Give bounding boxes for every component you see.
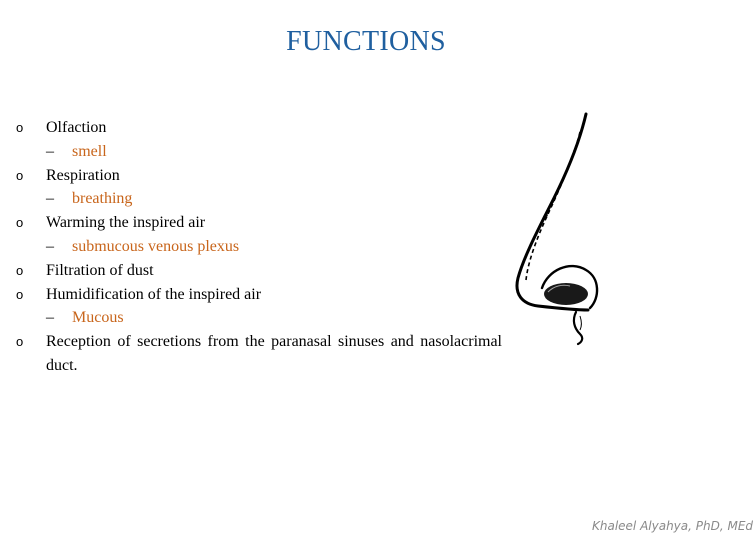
page-title: FUNCTIONS bbox=[286, 26, 446, 57]
sub-item-text: Mucous bbox=[72, 309, 124, 327]
sub-list-item bbox=[16, 140, 502, 164]
sub-item-text: submucous venous plexus bbox=[72, 237, 240, 255]
list-item-text: Respiration bbox=[46, 166, 120, 184]
list-item bbox=[16, 116, 502, 140]
bullet-icon: o bbox=[16, 334, 24, 350]
sub-list-item bbox=[16, 187, 502, 211]
list-item bbox=[16, 330, 502, 378]
list-item-text: Filtration of dust bbox=[46, 261, 154, 279]
bullet-icon: o bbox=[16, 120, 24, 135]
sub-item-text: smell bbox=[72, 142, 107, 160]
list-item bbox=[16, 259, 502, 283]
sub-list-item bbox=[16, 306, 502, 330]
list-item-text: Reception of secretions from the paranasal sinuses and nasolacrimal duct. bbox=[46, 333, 502, 374]
dash-icon: – bbox=[46, 190, 54, 208]
list-item-text: Olfaction bbox=[46, 119, 107, 136]
list-item bbox=[16, 164, 502, 188]
bullet-icon: o bbox=[16, 167, 24, 183]
dash-icon: – bbox=[46, 309, 54, 327]
footer-credit: Khaleel Alyahya, PhD, MEd bbox=[592, 519, 753, 533]
dash-icon: – bbox=[46, 237, 54, 255]
bullet-icon: o bbox=[16, 286, 24, 302]
list-item-text: Warming the inspired air bbox=[46, 214, 206, 232]
dash-icon: – bbox=[46, 142, 54, 160]
bullet-icon: o bbox=[16, 215, 24, 231]
bullet-list bbox=[16, 116, 502, 378]
bullet-icon: o bbox=[16, 262, 24, 278]
sub-item-text: breathing bbox=[72, 190, 133, 208]
sub-list-item bbox=[16, 235, 502, 259]
list-item bbox=[16, 283, 502, 307]
list-item-text: Humidification of the inspired air bbox=[46, 285, 262, 303]
nose-profile-drawing bbox=[508, 110, 608, 350]
list-item bbox=[16, 211, 502, 235]
